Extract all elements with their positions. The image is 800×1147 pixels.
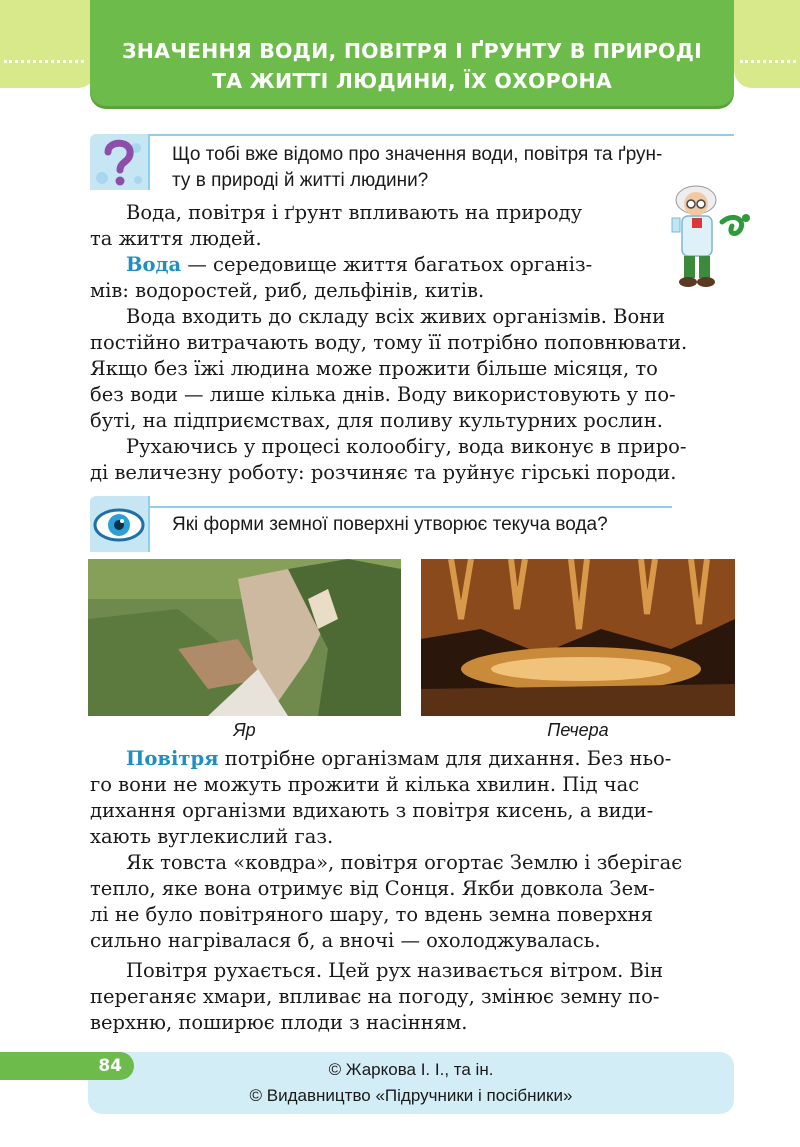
text-line: мів: водоростей, риб, дельфінів, китів. — [90, 279, 485, 302]
page-title-line2: ТА ЖИТТІ ЛЮДИНИ, ЇХ ОХОРОНА — [212, 69, 612, 93]
observe-side-line — [148, 496, 150, 552]
text-line: хають вуглекислий газ. — [90, 825, 334, 848]
section1-paragraph2 — [90, 252, 650, 304]
page-title — [90, 36, 734, 96]
cave-caption: Печера — [547, 720, 609, 740]
question-icon-box — [90, 134, 148, 190]
left-decorative-tab — [0, 0, 96, 88]
text-line — [90, 252, 650, 278]
observe-question-text: Які форми земної поверхні утворює текуча вода? — [172, 514, 608, 535]
cave-photo — [421, 559, 735, 716]
copyright-publisher: © Видавництво «Підручники і посібники» — [249, 1086, 573, 1105]
text-line: Рухаючись у процесі колообігу, вода виконує в приро- — [126, 435, 687, 458]
text-line: лі не було повітряного шару, то вдень земна поверхня — [90, 903, 653, 926]
observe-top-line — [148, 506, 672, 508]
question-text-line2: ту в природі й житті людини? — [172, 170, 429, 191]
observe-icon-box — [90, 496, 148, 552]
question-mark-icon — [90, 134, 148, 190]
text-line: ді величезну роботу: розчиняє та руйнує гірські породи. — [90, 461, 677, 484]
text-line: та життя людей. — [90, 227, 262, 250]
ravine-caption: Яр — [233, 720, 256, 740]
text-line: Як товста «ковдра», повітря огортає Землю і зберігає — [126, 851, 683, 874]
text-line: сильно нагрівалася б, а вночі — охолоджувалась. — [90, 929, 601, 952]
right-decorative-tab — [734, 0, 800, 88]
text-line: буті, на підприємствах, для поливу культурних рослин. — [90, 409, 663, 432]
ravine-photo — [88, 559, 401, 716]
text-line: Якщо без їжі людина може прожити більше місяця, то — [90, 357, 658, 380]
question-text-line1: Що тобі вже відомо про значення води, повітря та ґрун- — [172, 144, 663, 165]
copyright-authors: © Жаркова І. І., та ін. — [328, 1060, 494, 1079]
text-line: постійно витрачають воду, тому її потрібно поповнювати. — [90, 331, 688, 354]
scientist-illustration — [662, 178, 758, 290]
section1-paragraph4 — [90, 434, 736, 486]
page-title-line1: ЗНАЧЕННЯ ВОДИ, ПОВІТРЯ І ҐРУНТУ В ПРИРОДІ — [122, 39, 702, 63]
section2-paragraph2 — [90, 850, 736, 954]
text-line: го вони не можуть прожити й кілька хвилин. Під час — [90, 773, 640, 796]
text-line: без води — лише кілька днів. Воду використовують у по- — [90, 383, 676, 406]
text-line: Вода входить до складу всіх живих організмів. Вони — [126, 305, 666, 328]
eye-icon — [90, 496, 148, 552]
text-line: переганяє хмари, впливає на погоду, змінює земну по- — [90, 985, 660, 1008]
section2-paragraph1 — [90, 746, 736, 850]
section1-paragraph1 — [90, 200, 642, 252]
question-top-line — [148, 134, 734, 136]
text-span: — середовище життя багатьох організ- — [181, 253, 593, 276]
question-text — [172, 142, 662, 194]
page-number: 84 — [98, 1056, 122, 1076]
text-line — [90, 746, 736, 772]
term-air: Повітря — [126, 747, 219, 770]
section2-paragraph3 — [90, 958, 736, 1036]
left-dotted-line — [4, 60, 84, 63]
text-line: тепло, яке вона отримує від Сонця. Якби довкола Зем- — [90, 877, 655, 900]
question-side-line — [148, 134, 150, 190]
text-line: верхню, поширює плоди з насінням. — [90, 1011, 468, 1034]
text-line: Повітря рухається. Цей рух називається вітром. Він — [126, 959, 664, 982]
right-dotted-line — [740, 60, 796, 63]
text-span: потрібне організмам для дихання. Без ньо- — [218, 747, 672, 770]
text-line: дихання організми вдихають з повітря кисень, а види- — [90, 799, 654, 822]
term-water: Вода — [126, 253, 182, 276]
section1-paragraph3 — [90, 304, 736, 434]
text-line: Вода, повітря і ґрунт впливають на природу — [126, 201, 583, 224]
